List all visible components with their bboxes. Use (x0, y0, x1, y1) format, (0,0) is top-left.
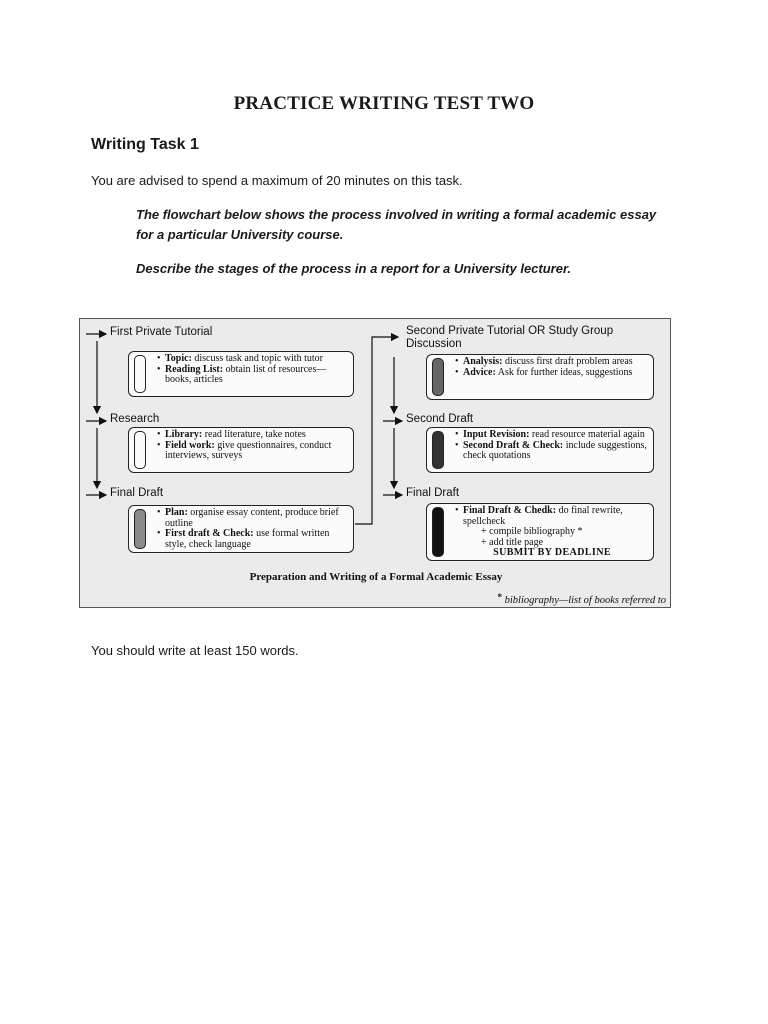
flowchart-footnote (497, 592, 666, 606)
bullet-term: Analysis: (463, 356, 503, 367)
bullet-term: Topic: (165, 353, 192, 364)
bullet-text: use formal written style, check language (165, 528, 330, 550)
bullet-text: obtain list of resources—books, articles (165, 363, 327, 385)
stage-tab-dark-grey (432, 358, 444, 396)
submit-deadline: SUBMIT BY DEADLINE (493, 547, 611, 558)
bullet-text: organise essay content, produce brief outline (165, 507, 339, 529)
bullet-text: include suggestions, check quotations (463, 439, 647, 461)
box-research (128, 427, 354, 473)
bullet-text: read resource material again (531, 429, 645, 440)
stage-tab-white (134, 431, 146, 469)
bullet-text: discuss task and topic with tutor (194, 353, 323, 364)
bullet-term: Input Revision: (463, 429, 530, 440)
stage-label-first-tutorial: First Private Tutorial (110, 326, 213, 338)
bullet-term: Plan: (165, 507, 188, 518)
bullet-text: Ask for further ideas, suggestions (497, 366, 633, 378)
bullet-term: Second Draft & Check: (463, 439, 564, 451)
box-second-draft (426, 427, 654, 473)
box-first-tutorial (128, 351, 354, 397)
bullet-term: Library: (165, 429, 203, 440)
stage-label-second-draft: Second Draft (406, 413, 474, 425)
footnote-asterisk: * (497, 592, 502, 602)
stage-label-final-draft-right: Final Draft (406, 487, 460, 499)
time-advice: You are advised to spend a maximum of 20 minutes on this task. (91, 173, 463, 188)
box-final-draft-right (426, 503, 654, 561)
bullet-text: read literature, take notes (204, 429, 306, 440)
task-heading: Writing Task 1 (91, 136, 199, 153)
stage-label-research: Research (110, 413, 160, 425)
stage-tab-darker (432, 431, 444, 469)
bullet-term: Advice: (463, 366, 496, 378)
bullet-term: Final Draft & Chedk: (463, 505, 557, 516)
page-title: PRACTICE WRITING TEST TWO (233, 93, 535, 114)
stage-tab-grey (134, 509, 146, 549)
sub-item-title-page: + add title page (481, 536, 544, 548)
flowchart-figure (79, 318, 671, 608)
task-instruction: Describe the stages of the process in a report for a University lecturer. (136, 261, 571, 276)
stage-tab-white (134, 355, 146, 393)
bullet-term: Reading List: (165, 363, 224, 375)
bullet-text: do final rewrite, spellcheck (463, 505, 623, 527)
bullet-text: give questionnaires, conduct interviews, surveys (165, 439, 332, 461)
word-requirement: You should write at least 150 words. (91, 643, 299, 658)
footnote-text: bibliography—list of books referred to (504, 595, 666, 606)
box-second-tutorial (426, 354, 654, 400)
sub-item-bibliography: + compile bibliography * (481, 526, 583, 537)
connector-to-second-tutorial (355, 337, 398, 524)
box-final-draft-left (128, 505, 354, 553)
stage-label-final-draft-left: Final Draft (110, 487, 164, 499)
stage-label-second-tutorial: Second Private Tutorial OR Study Group Discussion (406, 325, 614, 350)
flowchart-caption: Preparation and Writing of a Formal Academic Essay (249, 571, 503, 583)
bullet-term: Field work: (165, 439, 215, 451)
stage-tab-black (432, 507, 444, 557)
task-prompt: The flowchart below shows the process involved in writing a formal academic essay for a particular University course. (136, 207, 657, 242)
bullet-term: First draft & Check: (165, 528, 254, 539)
bullet-text: discuss first draft problem areas (504, 356, 633, 367)
